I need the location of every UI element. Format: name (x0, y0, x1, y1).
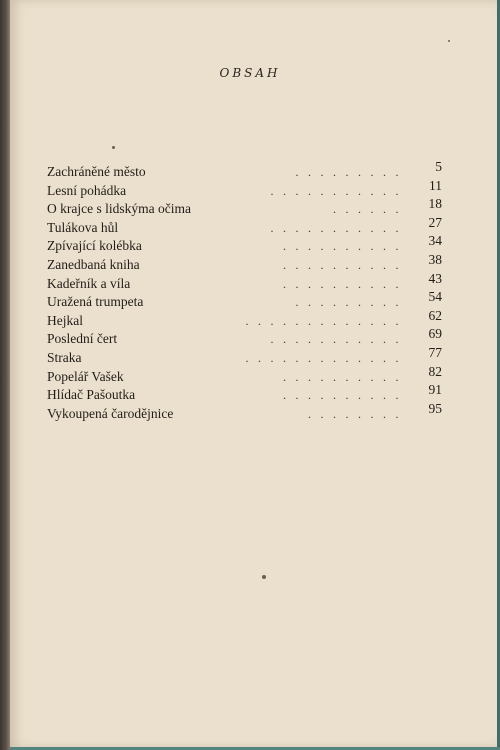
leader-dots: ......... (295, 295, 408, 310)
toc-entry-title: Kadeřník a víla (47, 275, 131, 291)
toc-entry-title: Tulákova hůl (47, 219, 119, 235)
toc-entry (47, 307, 442, 331)
toc-entry-page: 11 (429, 177, 442, 193)
page-title: OBSAH (219, 66, 281, 80)
toc-entry-title: Vykoupená čarodějnice (47, 405, 174, 421)
toc-entry-page: 43 (428, 270, 442, 286)
leader-dots: ......... (295, 165, 408, 179)
paper-speck (448, 40, 450, 42)
leader-dots: ........ (308, 406, 408, 421)
toc-entry (47, 196, 442, 219)
toc-entry-title: Zachráněné město (47, 164, 146, 179)
toc-entry-page: 82 (428, 363, 442, 379)
leader-dots: ........... (270, 220, 408, 235)
toc-entry (47, 326, 442, 349)
toc-entry (47, 251, 442, 275)
table-of-contents (47, 159, 442, 423)
toc-entry-title: Popelář Vašek (47, 368, 124, 384)
toc-entry-title: Hejkal (47, 312, 83, 328)
toc-entry (47, 177, 442, 201)
toc-entry-page: 18 (428, 196, 442, 212)
toc-entry-title: Straka (47, 349, 82, 365)
toc-entry-page: 54 (428, 289, 442, 305)
book-binding-edge (0, 0, 10, 750)
toc-entry-page: 62 (428, 307, 442, 323)
leader-dots: ............. (245, 350, 408, 365)
toc-entry-page: 38 (428, 251, 442, 267)
toc-entry-page: 5 (435, 159, 442, 174)
toc-entry-title: Zpívající kolébka (47, 238, 142, 254)
toc-entry (47, 289, 442, 312)
leader-dots: .......... (283, 239, 408, 254)
leader-dots: .......... (283, 388, 408, 403)
toc-entry-title: O krajce s lidskýma očima (47, 201, 191, 217)
toc-entry-page: 77 (428, 344, 442, 360)
leader-dots: ...... (333, 202, 408, 217)
toc-entry-page: 34 (428, 233, 442, 249)
toc-entry (47, 233, 442, 256)
toc-entry-page: 91 (428, 382, 442, 398)
toc-entry-title: Uražená trumpeta (47, 294, 144, 310)
toc-entry-page: 69 (428, 326, 442, 342)
paper-speck (112, 146, 115, 149)
leader-dots: .......... (283, 276, 408, 291)
toc-entry (47, 382, 442, 405)
toc-entry-title: Poslední čert (47, 331, 118, 347)
toc-entry-page: 95 (428, 400, 442, 416)
toc-entry (47, 214, 442, 238)
toc-entry (47, 400, 442, 424)
book-page (10, 0, 498, 748)
paper-speck (262, 575, 266, 579)
toc-entry-title: Hlídač Pašoutka (47, 387, 136, 403)
leader-dots: .......... (283, 257, 408, 272)
leader-dots: .......... (283, 369, 408, 384)
toc-entry-page: 27 (428, 214, 442, 230)
leader-dots: ............. (245, 313, 408, 328)
toc-entry (47, 159, 442, 182)
leader-dots: ........... (270, 332, 408, 347)
toc-entry-title: Zanedbaná kniha (47, 256, 140, 272)
toc-entry-title: Lesní pohádka (47, 182, 127, 198)
toc-entry (47, 270, 442, 294)
leader-dots: ........... (270, 183, 408, 198)
toc-entry (47, 344, 442, 368)
toc-entry (47, 363, 442, 387)
